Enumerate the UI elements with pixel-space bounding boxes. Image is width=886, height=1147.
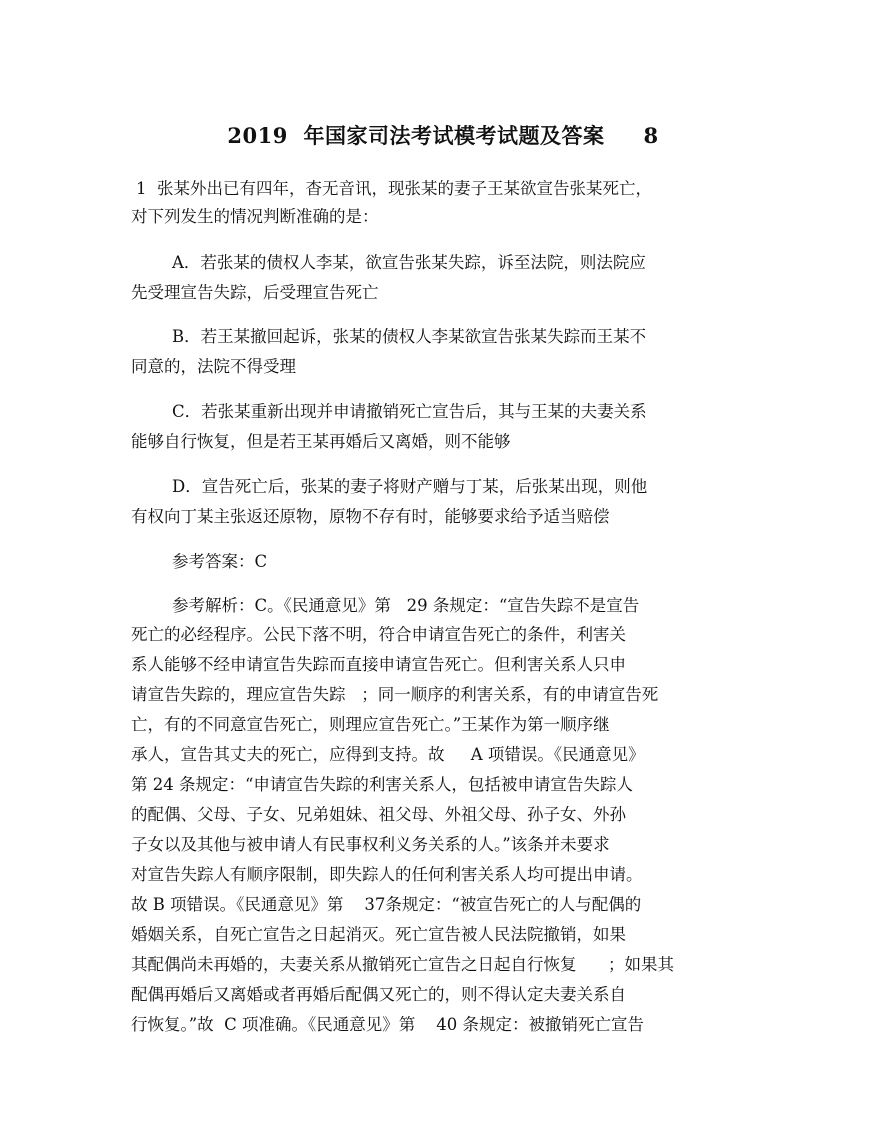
analysis-line: 行恢复。”故 C 项准确。《民通意见》第 40 条规定：被撤销死亡宣告: [131, 1015, 645, 1034]
analysis-line: 婚姻关系，自死亡宣告之日起消灭。死亡宣告被人民法院撤销，如果: [131, 925, 626, 944]
analysis-line: 的配偶、父母、子女、兄弟姐妹、祖父母、外祖父母、孙子女、外孙: [131, 805, 626, 824]
question-line-2: 对下列发生的情况判断准确的是：: [131, 207, 379, 226]
analysis-line: 第 24 条规定：“申请宣告失踪的利害关系人，包括被申请宣告失踪人: [131, 775, 633, 794]
analysis-line: 亡，有的不同意宣告死亡，则理应宣告死亡。”王某作为第一顺序继: [131, 715, 610, 734]
option-b-line-1: B．若王某撤回起诉，张某的债权人李某欲宣告张某失踪而王某不: [172, 327, 647, 346]
option-b-line-2: 同意的，法院不得受理: [131, 357, 296, 376]
option-a-line-2: 先受理宣告失踪，后受理宣告死亡: [131, 283, 379, 302]
analysis-line: 系人能够不经申请宣告失踪而直接申请宣告死亡。但利害关系人只申: [131, 655, 626, 674]
document-title: 2019 年国家司法考试模考试题及答案 8: [227, 123, 659, 148]
option-d-line-1: D．宣告死亡后，张某的妻子将财产赠与丁某，后张某出现，则他: [172, 477, 648, 496]
analysis-line: 其配偶尚未再婚的，夫妻关系从撤销死亡宣告之日起自行恢复 ；如果其: [131, 955, 674, 974]
analysis-line: 子女以及其他与被申请人有民事权利义务关系的人。”该条并未要求: [131, 835, 610, 854]
analysis-line: 死亡的必经程序。公民下落不明，符合申请宣告死亡的条件，利害关: [131, 625, 626, 644]
analysis-line: 请宣告失踪的，理应宣告失踪 ；同一顺序的利害关系，有的申请宣告死: [131, 685, 659, 704]
analysis-line: 故 B 项错误。《民通意见》第 37条规定：“被宣告死亡的人与配偶的: [131, 895, 642, 914]
answer-line: 参考答案：C: [172, 552, 268, 571]
question-line-1: 1 张某外出已有四年，杳无音讯，现张某的妻子王某欲宣告张某死亡，: [136, 179, 652, 198]
analysis-line: 承人，宣告其丈夫的死亡，应得到支持。故 A 项错误。《民通意见》: [131, 745, 645, 764]
analysis-line: 配偶再婚后又离婚或者再婚后配偶又死亡的，则不得认定夫妻关系自: [131, 985, 626, 1004]
option-a-line-1: A．若张某的债权人李某，欲宣告张某失踪，诉至法院，则法院应: [172, 253, 646, 272]
analysis-line: 对宣告失踪人有顺序限制，即失踪人的任何利害关系人均可提出申请。: [131, 865, 643, 884]
analysis-line: 参考解析：C。《民通意见》第 29 条规定：“宣告失踪不是宣告: [172, 596, 640, 615]
option-c-line-1: C．若张某重新出现并申请撤销死亡宣告后，其与王某的夫妻关系: [172, 402, 647, 421]
option-c-line-2: 能够自行恢复，但是若王某再婚后又离婚，则不能够: [131, 432, 511, 451]
option-d-line-2: 有权向丁某主张返还原物，原物不存有时，能够要求给予适当赔偿: [131, 507, 610, 526]
